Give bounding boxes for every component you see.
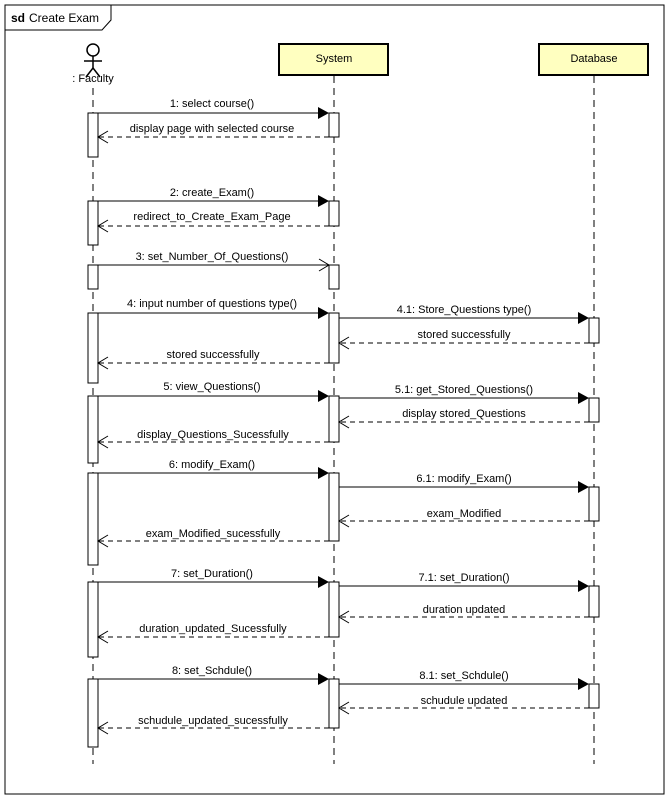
message-label: 4: input number of questions type() — [127, 298, 297, 310]
activation-system-5 — [329, 396, 339, 442]
message-label: exam_Modified_sucessfully — [145, 528, 281, 540]
message-label: 6.1: modify_Exam() — [416, 473, 512, 485]
message-label: display stored_Questions — [402, 408, 526, 420]
activation-faculty-5 — [88, 396, 98, 463]
message-label: 5.1: get_Stored_Questions() — [394, 384, 534, 396]
frame-name: Create Exam — [29, 11, 100, 25]
activation-system-8 — [329, 679, 339, 728]
message-label: redirect_to_Create_Exam_Page — [133, 211, 291, 223]
message-label: schudule_updated_sucessfully — [138, 715, 288, 727]
message-label: duration_updated_Sucessfully — [139, 623, 287, 635]
message-label: duration updated — [422, 604, 506, 616]
participant-system-label: System — [315, 53, 353, 65]
message-label: 7.1: set_Duration() — [418, 572, 510, 584]
message-label: 2: create_Exam() — [169, 187, 255, 199]
activation-system-6 — [329, 473, 339, 541]
message-label: 6: modify_Exam() — [168, 459, 256, 471]
frame-keyword: sd — [11, 11, 26, 25]
activation-database-2 — [589, 398, 599, 422]
activation-faculty-6 — [88, 473, 98, 565]
activation-system-7 — [329, 582, 339, 637]
activation-system-3 — [329, 265, 339, 289]
message-label: exam_Modified — [426, 508, 502, 520]
activation-system-1 — [329, 113, 339, 137]
activation-system-2 — [329, 201, 339, 226]
activation-database-1 — [589, 318, 599, 343]
message-label: stored successfully — [166, 349, 260, 361]
activation-faculty-1 — [88, 113, 98, 157]
activation-faculty-7 — [88, 582, 98, 657]
message-label: display page with selected course — [129, 123, 295, 135]
participant-database-label: Database — [570, 53, 618, 65]
message-label: 4.1: Store_Questions type() — [396, 304, 532, 316]
activation-system-4 — [329, 313, 339, 363]
participant-faculty-label: : Faculty — [72, 73, 114, 85]
message-label: 7: set_Duration() — [171, 568, 253, 580]
activation-database-3 — [589, 487, 599, 521]
activation-database-5 — [589, 684, 599, 708]
participant-system — [279, 44, 388, 75]
message-label: 8: set_Schdule() — [171, 665, 253, 677]
activation-faculty-2 — [88, 201, 98, 245]
message-label: 3: set_Number_Of_Questions() — [135, 251, 289, 263]
message-label: 1: select course() — [169, 98, 255, 110]
participant-database — [539, 44, 648, 75]
message-label: 8.1: set_Schdule() — [419, 670, 509, 682]
activation-faculty-4 — [88, 313, 98, 383]
message-label: stored successfully — [417, 329, 511, 341]
frame-title — [11, 11, 99, 25]
activation-faculty-3 — [88, 265, 98, 289]
message-label: schudule updated — [420, 695, 508, 707]
activation-database-4 — [589, 586, 599, 617]
message-label: 5: view_Questions() — [163, 381, 261, 393]
activation-faculty-8 — [88, 679, 98, 747]
message-label: display_Questions_Sucessfully — [137, 429, 289, 441]
